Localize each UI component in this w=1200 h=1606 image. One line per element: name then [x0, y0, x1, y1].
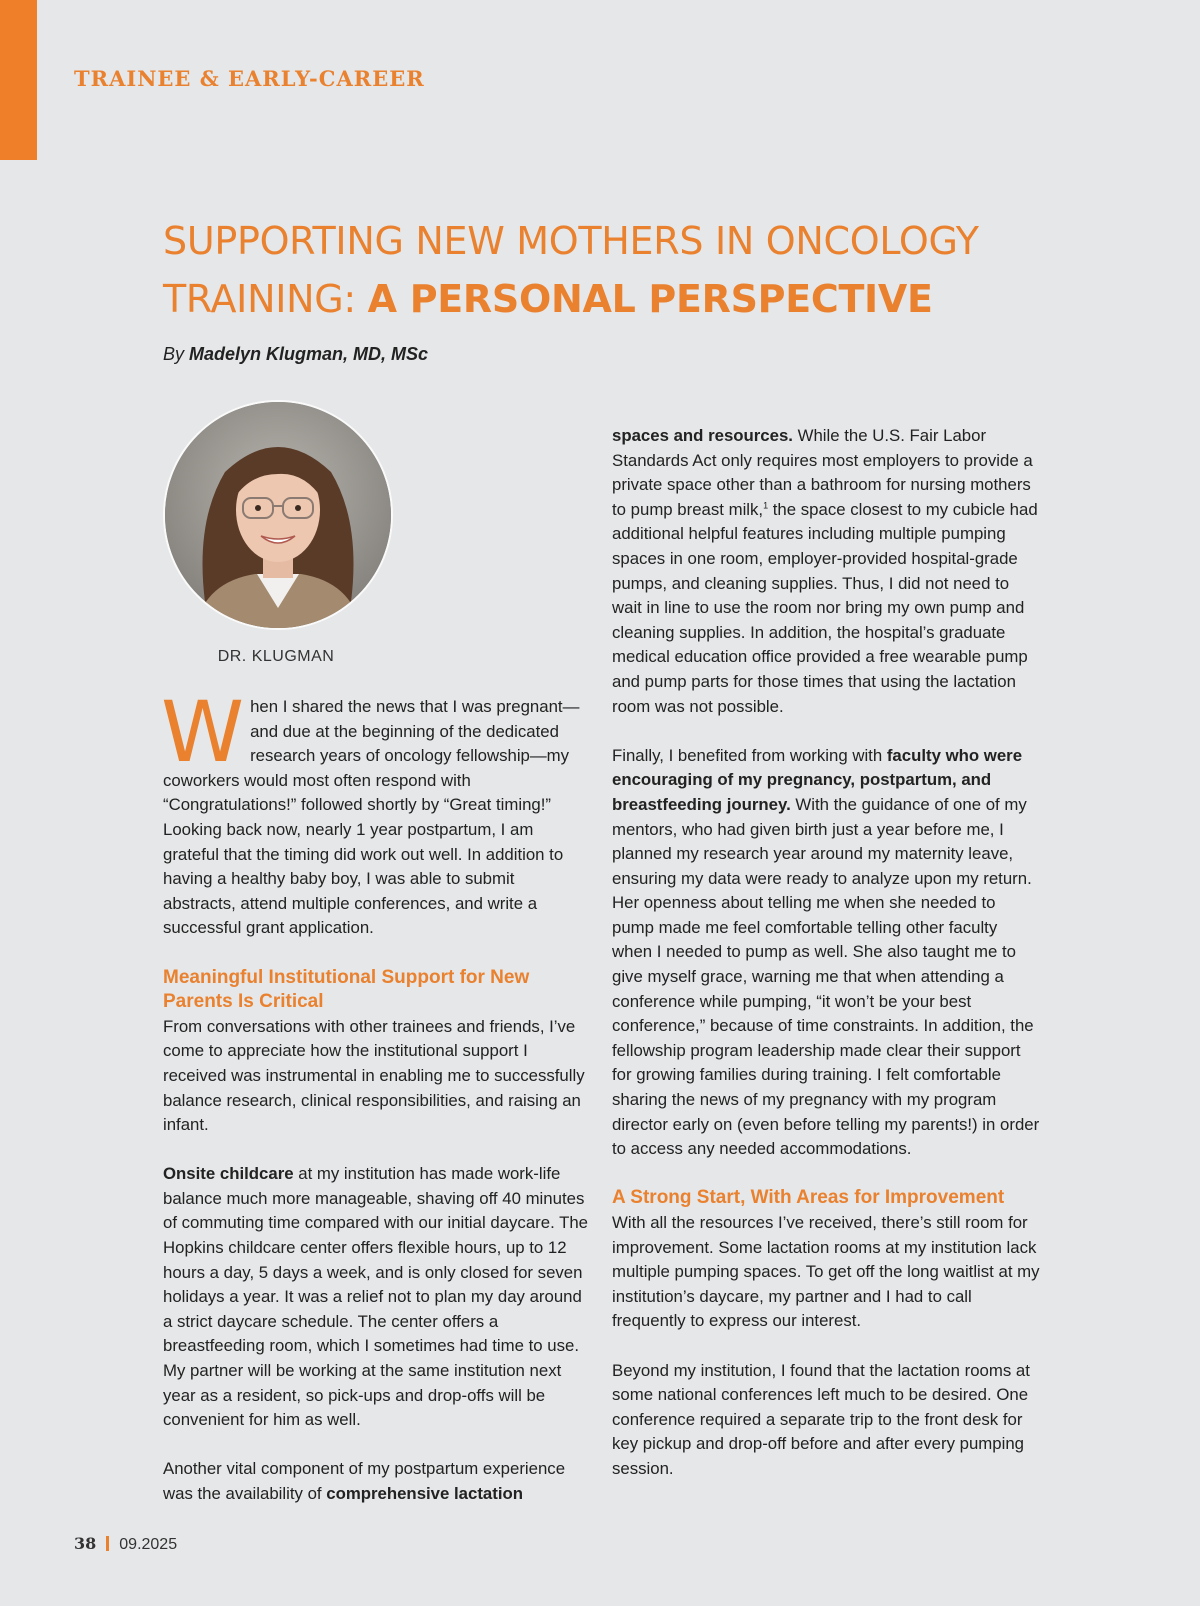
- drop-cap: W: [161, 683, 245, 781]
- subheading-institutional-support: Meaningful Institutional Support for New Parents Is Critical: [163, 966, 530, 1013]
- lactation-intro-bold: comprehensive lactation: [326, 1484, 524, 1503]
- paragraph-lactation-intro: [163, 1457, 589, 1506]
- title-line1: SUPPORTING NEW MOTHERS IN ONCOLOGY: [163, 219, 979, 263]
- lactation-intro-text: Another vital component of my postpartum experience was the availability of: [163, 1459, 566, 1503]
- byline-prefix: By: [163, 344, 190, 364]
- footer-divider: [106, 1536, 109, 1551]
- page-number: 38: [74, 1534, 97, 1553]
- column-right: [612, 424, 1040, 1506]
- lactation-text-b: the space closest to my cubicle had additional helpful features including multiple pumping spaces in one room, employer-provided hospital-grade pumps, and cleaning supplies. Thus, I did not need to wait in line to use the room nor bring my own pump and cleaning supplies. In addition, the hospital’s graduate medical education office provided a free wearable pump and pump parts for those times that using the lactation room was not possible.: [612, 499, 1038, 716]
- section-label: TRAINEE & EARLY-CAREER: [74, 66, 425, 91]
- page-footer: [74, 1534, 177, 1554]
- paragraph-faculty: [612, 744, 1040, 1162]
- faculty-bold: faculty who were encouraging of my pregnancy, postpartum, and breastfeeding journey.: [612, 745, 1023, 814]
- paragraph-childcare: [163, 1162, 589, 1433]
- paragraph-conferences: Beyond my institution, I found that the lactation rooms at some national conferences left much to be desired. One conference required a separate trip to the front desk for key pickup and drop-off before and after every pumping session.: [612, 1360, 1030, 1478]
- article-title: [163, 212, 1063, 328]
- footnote-ref: 1: [763, 500, 769, 511]
- paragraph-lactation: [612, 424, 1040, 719]
- column-left: [161, 683, 589, 1531]
- title-line2-light: TRAINING:: [163, 277, 368, 321]
- paragraph-improvement: With all the resources I’ve received, there’s still room for improvement. Some lactation rooms at my institution lack multiple pumping spaces. To get off the long waitlist at my institution’s daycare, my partner and I had to call frequently to express our interest.: [612, 1213, 1040, 1331]
- byline-author: Madelyn Klugman, MD, MSc: [189, 344, 429, 364]
- photo-caption: DR. KLUGMAN: [217, 648, 335, 665]
- lactation-text-a: While the U.S. Fair Labor Standards Act only requires most employers to provide a private space other than a bathroom for nursing mothers to pump breast milk,: [612, 426, 1033, 519]
- byline: [163, 344, 428, 365]
- childcare-text: at my institution has made work-life balance much more manageable, shaving off 40 minutes of commuting time compared with our initial daycare. The Hopkins childcare center offers flexible hours, up to 12 hours a day, 5 days a week, and is only closed for seven holidays a year. It was a relief not to plan my day around a strict daycare schedule. The center offers a breastfeeding room, which I sometimes had time to use. My partner will be working at the same institution next year as a resident, so pick-ups and drop-offs will be convenient for him as well.: [163, 1164, 589, 1430]
- faculty-text-b: With the guidance of one of my mentors, who had given birth just a year before me, I planned my research year around my maternity leave, ensuring my data were ready to analyze upon my return. Her openness about telling me when she needed to pump made me feel comfortable telling other faculty when I needed to pump as well. She also taught me to give myself grace, warning me that when attending a conference while pumping, “it won’t be your best conference,” because of time constraints. In addition, the fellowship program leadership made clear their support for growing families during training. I felt comfortable sharing the news of my pregnancy with my program director early on (even before telling my parents!) in order to access any needed accommodations.: [612, 794, 1040, 1159]
- intro-paragraph: [161, 683, 589, 941]
- lactation-bold: spaces and resources.: [612, 426, 793, 445]
- paragraph-conversations: From conversations with other trainees and friends, I’ve come to appreciate how the institutional support I received was instrumental in enabling me to successfully balance research, clinical responsibilities, and raising an infant.: [163, 1016, 585, 1135]
- subheading-strong-start: A Strong Start, With Areas for Improvement: [612, 1187, 1005, 1209]
- issue-date: 09.2025: [119, 1536, 178, 1553]
- childcare-bold: Onsite childcare: [163, 1164, 294, 1184]
- faculty-text-a: Finally, I benefited from working with: [612, 745, 887, 765]
- title-line2-bold: A PERSONAL PERSPECTIVE: [367, 277, 933, 321]
- intro-text: hen I shared the news that I was pregnant—and due at the beginning of the dedicated research years of oncology fellowship—my coworkers would most often respond with “Congratulations!” followed shortly by “Great timing!” Looking back now, nearly 1 year postpartum, I am grateful that the timing did work out well. In addition to having a healthy baby boy, I was able to submit abstracts, attend multiple conferences, and write a successful grant application.: [163, 697, 580, 938]
- author-photo: [163, 400, 393, 630]
- orange-edge-tab: [0, 0, 37, 160]
